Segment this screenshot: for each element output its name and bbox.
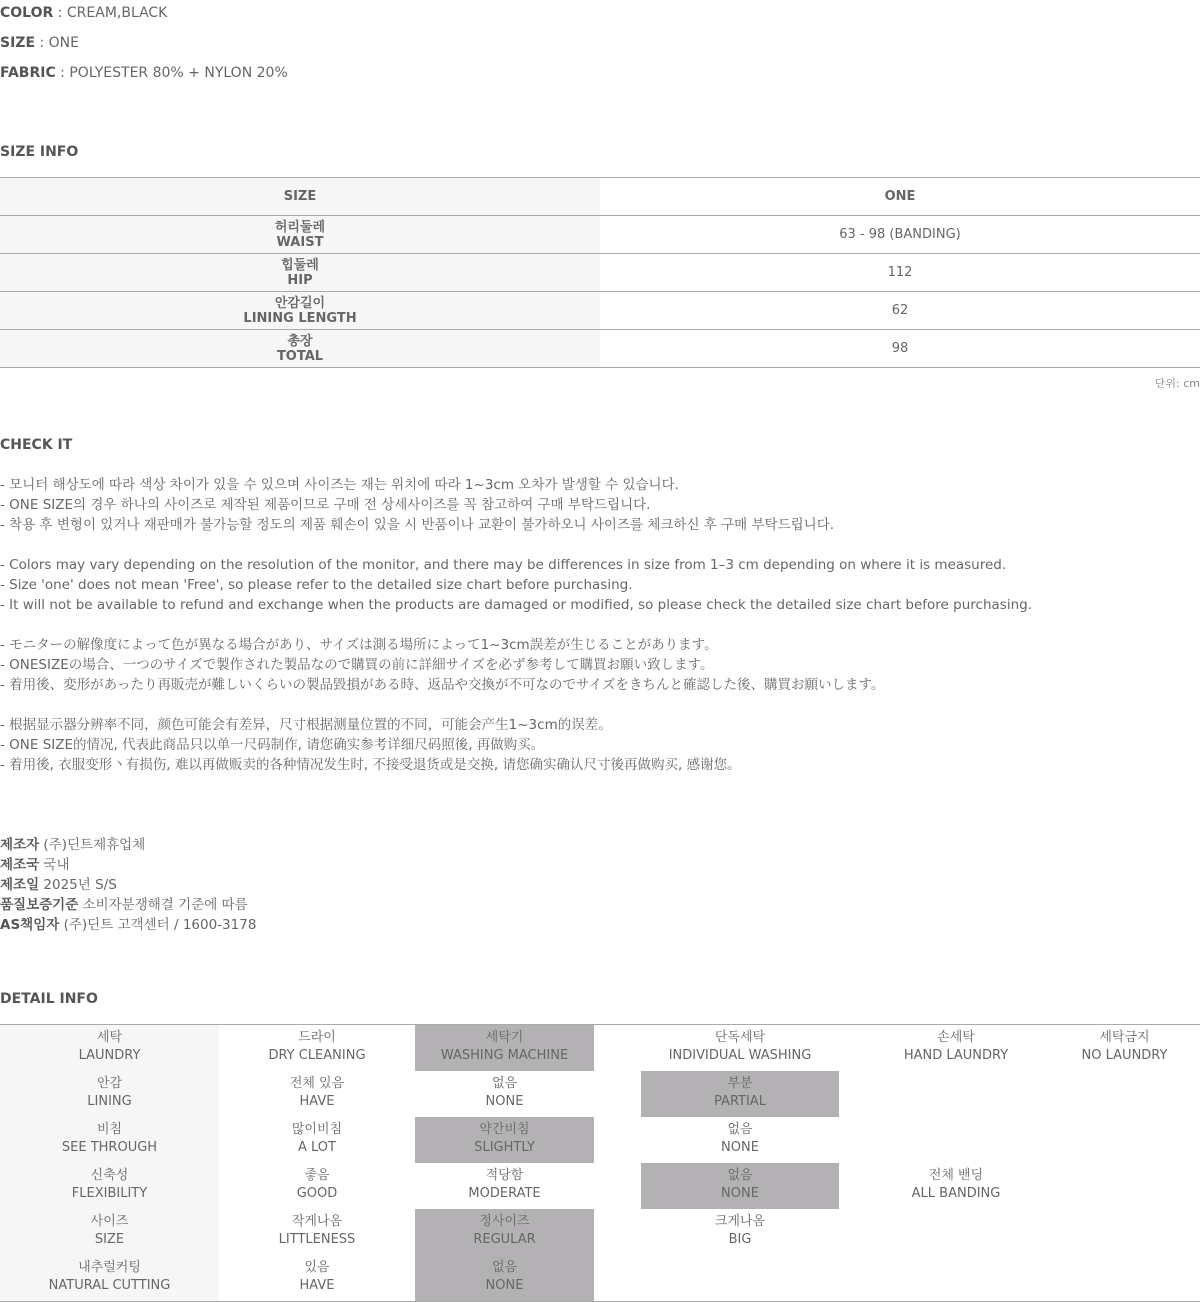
check-it-title: CHECK IT bbox=[0, 437, 73, 453]
detail-text-en: HAND LAUNDRY bbox=[903, 1048, 1009, 1063]
detail-text-en: MODERATE bbox=[468, 1186, 541, 1201]
maker-label: 품질보증기준 bbox=[0, 897, 79, 913]
detail-label-cell bbox=[0, 1255, 219, 1301]
measure-label bbox=[0, 216, 600, 254]
detail-text-kr: 많이비침 bbox=[291, 1122, 343, 1137]
maker-label: 제조국 bbox=[0, 857, 40, 873]
note-line: - ONE SIZE的情况, 代表此商品只以单一尺码制作, 请您确实参考详细尺码照後, 再做购买。 bbox=[0, 737, 545, 753]
detail-label-cell bbox=[0, 1071, 219, 1117]
fabric-spec bbox=[0, 63, 288, 83]
maker-value: (주)딘트 고객센터 / 1600-3178 bbox=[59, 917, 257, 933]
measure-label bbox=[0, 254, 600, 292]
detail-text-en: BIG bbox=[728, 1232, 752, 1247]
detail-text-en: A LOT bbox=[298, 1140, 336, 1155]
detail-text-kr: 세탁 bbox=[96, 1030, 123, 1045]
detail-option-selected bbox=[415, 1255, 594, 1301]
detail-text-kr: 작게나옴 bbox=[291, 1214, 343, 1229]
maker-label: 제조일 bbox=[0, 877, 40, 893]
detail-option bbox=[873, 1255, 1039, 1301]
detail-label-cell bbox=[0, 1209, 219, 1255]
detail-text-en: DRY CLEANING bbox=[268, 1048, 366, 1063]
detail-option bbox=[1049, 1255, 1200, 1301]
measure-value: 98 bbox=[600, 330, 1200, 368]
detail-text-kr: 단독세탁 bbox=[714, 1030, 766, 1045]
detail-text-kr: 없음 bbox=[491, 1260, 518, 1275]
detail-text-kr: 약간비침 bbox=[479, 1122, 530, 1137]
note-line: - ONE SIZE의 경우 하나의 사이즈로 제작된 제품이므로 구매 전 상세사이즈를 꼭 참고하여 구매 부탁드립니다. bbox=[0, 497, 651, 513]
detail-text-kr: 사이즈 bbox=[90, 1214, 129, 1229]
maker-row bbox=[0, 915, 256, 935]
color-spec bbox=[0, 3, 167, 23]
detail-row bbox=[0, 1163, 1200, 1209]
size-info-title: SIZE INFO bbox=[0, 144, 79, 160]
detail-text-en: GOOD bbox=[296, 1186, 338, 1201]
detail-text-kr: 비침 bbox=[96, 1122, 123, 1137]
detail-option bbox=[1049, 1071, 1200, 1117]
detail-text-kr: 전체 있음 bbox=[289, 1076, 345, 1091]
detail-option bbox=[873, 1209, 1039, 1255]
detail-option bbox=[1049, 1163, 1200, 1209]
detail-text-kr: 드라이 bbox=[298, 1030, 336, 1045]
detail-option bbox=[219, 1071, 415, 1117]
measure-label bbox=[0, 330, 600, 368]
detail-option bbox=[641, 1255, 839, 1301]
detail-row bbox=[0, 1071, 1200, 1117]
detail-text-kr: 전체 밴딩 bbox=[928, 1168, 984, 1183]
measure-label-kr: 총장 bbox=[287, 333, 313, 349]
maker-label: 제조자 bbox=[0, 837, 40, 853]
detail-text-kr: 세탁기 bbox=[485, 1030, 524, 1045]
note-line: - モニターの解像度によって色が異なる場合があり、サイズは測る場所によって1~3cm誤差が生じることがあります。 bbox=[0, 637, 718, 653]
detail-text-en: SIZE bbox=[94, 1232, 125, 1247]
detail-row bbox=[0, 1117, 1200, 1163]
detail-table bbox=[0, 1024, 1200, 1302]
measure-value: 62 bbox=[600, 292, 1200, 330]
unit-note: 단위: cm bbox=[1154, 377, 1200, 390]
detail-option bbox=[219, 1163, 415, 1209]
measure-label-en: WAIST bbox=[276, 234, 324, 250]
maker-value: 국내 bbox=[39, 857, 70, 873]
color-value: : CREAM,BLACK bbox=[53, 5, 168, 21]
detail-text-kr: 있음 bbox=[304, 1260, 330, 1275]
detail-text-en: NONE bbox=[721, 1140, 759, 1155]
note-line: - ONESIZEの場合、一つのサイズで製作された製品なので購買の前に詳細サイズを必ず参考して購買お願い致します。 bbox=[0, 657, 714, 673]
detail-text-en: NONE bbox=[485, 1094, 524, 1109]
table-row bbox=[0, 254, 1200, 292]
maker-value: (주)딘트제휴업체 bbox=[39, 837, 146, 853]
detail-text-en: FLEXIBILITY bbox=[71, 1186, 148, 1201]
detail-text-kr: 없음 bbox=[727, 1122, 753, 1137]
detail-text-kr: 정사이즈 bbox=[479, 1214, 530, 1229]
detail-option bbox=[219, 1255, 415, 1301]
detail-option-selected bbox=[641, 1071, 839, 1117]
detail-text-en: NONE bbox=[485, 1278, 524, 1293]
detail-option bbox=[873, 1025, 1039, 1071]
detail-option bbox=[1049, 1117, 1200, 1163]
detail-text-en: ALL BANDING bbox=[911, 1186, 1001, 1201]
size-table bbox=[0, 177, 1200, 368]
detail-option bbox=[641, 1025, 839, 1071]
detail-text-kr: 적당함 bbox=[485, 1168, 524, 1183]
maker-info bbox=[0, 835, 256, 935]
detail-label-cell bbox=[0, 1117, 219, 1163]
size-value: : ONE bbox=[35, 35, 79, 51]
notes-chinese bbox=[0, 715, 1200, 775]
detail-text-en: LITTLENESS bbox=[278, 1232, 356, 1247]
notes-english bbox=[0, 555, 1200, 615]
detail-text-en: HAVE bbox=[299, 1094, 335, 1109]
measure-value: 63 - 98 (BANDING) bbox=[600, 216, 1200, 254]
detail-label-cell bbox=[0, 1025, 219, 1071]
note-line: - Size 'one' does not mean 'Free', so please refer to the detailed size chart before purchasing. bbox=[0, 577, 633, 593]
check-it-notes bbox=[0, 475, 1200, 795]
maker-value: 소비자분쟁해결 기준에 따름 bbox=[78, 897, 248, 913]
detail-text-en: NO LAUNDRY bbox=[1081, 1048, 1168, 1063]
measure-label-en: HIP bbox=[287, 272, 313, 288]
detail-option bbox=[219, 1025, 415, 1071]
maker-row bbox=[0, 875, 256, 895]
fabric-label: FABRIC bbox=[0, 65, 56, 81]
detail-text-en: LINING bbox=[87, 1094, 132, 1109]
detail-text-kr: 신축성 bbox=[90, 1168, 129, 1183]
size-header-value: ONE bbox=[600, 178, 1200, 216]
detail-text-en: PARTIAL bbox=[714, 1094, 766, 1109]
detail-option bbox=[219, 1117, 415, 1163]
detail-text-en: NATURAL CUTTING bbox=[48, 1278, 171, 1293]
note-line: - Colors may vary depending on the resolution of the monitor, and there may be differences in size from 1–3 cm depending on where it is measured. bbox=[0, 557, 1007, 573]
color-label: COLOR bbox=[0, 5, 54, 21]
note-line: - It will not be available to refund and exchange when the products are damaged or modified, so please check the detailed size chart before purchasing. bbox=[0, 597, 1032, 613]
detail-option-selected bbox=[415, 1117, 594, 1163]
table-row bbox=[0, 292, 1200, 330]
detail-option bbox=[641, 1209, 839, 1255]
detail-row bbox=[0, 1255, 1200, 1301]
detail-row bbox=[0, 1025, 1200, 1071]
detail-text-en: REGULAR bbox=[473, 1232, 536, 1247]
maker-row bbox=[0, 855, 256, 875]
detail-text-en: SLIGHTLY bbox=[474, 1140, 535, 1155]
detail-text-kr: 세탁금지 bbox=[1099, 1030, 1150, 1045]
measure-label-kr: 힙둘레 bbox=[281, 257, 319, 273]
detail-option bbox=[219, 1209, 415, 1255]
detail-option bbox=[415, 1163, 594, 1209]
detail-option bbox=[873, 1117, 1039, 1163]
detail-text-kr: 내추럴커팅 bbox=[78, 1260, 141, 1275]
detail-text-en: LAUNDRY bbox=[78, 1048, 141, 1063]
measure-label-en: TOTAL bbox=[276, 348, 324, 364]
detail-option bbox=[1049, 1025, 1200, 1071]
measure-label-kr: 허리둘레 bbox=[274, 219, 326, 235]
detail-text-kr: 좋음 bbox=[304, 1168, 330, 1183]
detail-text-kr: 없음 bbox=[727, 1168, 753, 1183]
detail-text-kr: 손세탁 bbox=[937, 1030, 975, 1045]
table-row bbox=[0, 216, 1200, 254]
maker-row bbox=[0, 835, 256, 855]
detail-option bbox=[641, 1117, 839, 1163]
maker-label: AS책임자 bbox=[0, 917, 60, 933]
note-line: - 着用後、変形があったり再販売が難しいくらいの製品毀損がある時、返品や交換が不可なのでサイズをきちんと確認した後、購買お願いします。 bbox=[0, 677, 885, 693]
size-header-label: SIZE bbox=[0, 178, 600, 216]
detail-text-kr: 부분 bbox=[727, 1076, 753, 1091]
detail-text-en: HAVE bbox=[299, 1278, 335, 1293]
note-line: - 根据显示器分辨率不同，颜色可能会有差异，尺寸根据测量位置的不同，可能会产生1~3cm的误差。 bbox=[0, 717, 612, 733]
detail-text-kr: 안감 bbox=[96, 1076, 123, 1091]
detail-option bbox=[415, 1071, 594, 1117]
detail-option bbox=[873, 1071, 1039, 1117]
size-spec bbox=[0, 33, 79, 53]
note-line: - 착용 후 변형이 있거나 재판매가 불가능할 정도의 제품 훼손이 있을 시 반품이나 교환이 불가하오니 사이즈를 체크하신 후 구매 부탁드립니다. bbox=[0, 517, 835, 533]
measure-label-en: LINING LENGTH bbox=[243, 310, 357, 326]
size-table-header-row bbox=[0, 178, 1200, 216]
detail-text-en: NONE bbox=[721, 1186, 759, 1201]
note-line: - 着用後, 衣服变形丶有损伤, 难以再做贩卖的各种情况发生时, 不接受退货或是交换, 请您确实确认尺寸後再做购买, 感谢您。 bbox=[0, 757, 741, 773]
detail-text-kr: 없음 bbox=[491, 1076, 518, 1091]
note-line: - 모니터 해상도에 따라 색상 차이가 있을 수 있으며 사이즈는 재는 위치에 따라 1~3cm 오차가 발생할 수 있습니다. bbox=[0, 477, 679, 493]
detail-row bbox=[0, 1209, 1200, 1255]
detail-text-kr: 크게나옴 bbox=[714, 1214, 766, 1229]
measure-label bbox=[0, 292, 600, 330]
table-row bbox=[0, 330, 1200, 368]
detail-text-en: SEE THROUGH bbox=[61, 1140, 158, 1155]
size-label: SIZE bbox=[0, 35, 36, 51]
notes-korean bbox=[0, 475, 1200, 535]
detail-option-selected bbox=[415, 1025, 594, 1071]
detail-option bbox=[1049, 1209, 1200, 1255]
maker-value: 2025년 S/S bbox=[39, 877, 117, 893]
detail-text-en: INDIVIDUAL WASHING bbox=[668, 1048, 812, 1063]
measure-label-kr: 안감길이 bbox=[274, 295, 326, 311]
detail-option-selected bbox=[415, 1209, 594, 1255]
fabric-value: : POLYESTER 80% + NYLON 20% bbox=[55, 65, 288, 81]
detail-option-selected bbox=[641, 1163, 839, 1209]
detail-info-title: DETAIL INFO bbox=[0, 991, 98, 1007]
detail-text-en: WASHING MACHINE bbox=[440, 1048, 569, 1063]
measure-value: 112 bbox=[600, 254, 1200, 292]
detail-option bbox=[873, 1163, 1039, 1209]
notes-japanese bbox=[0, 635, 1200, 695]
detail-label-cell bbox=[0, 1163, 219, 1209]
maker-row bbox=[0, 895, 256, 915]
